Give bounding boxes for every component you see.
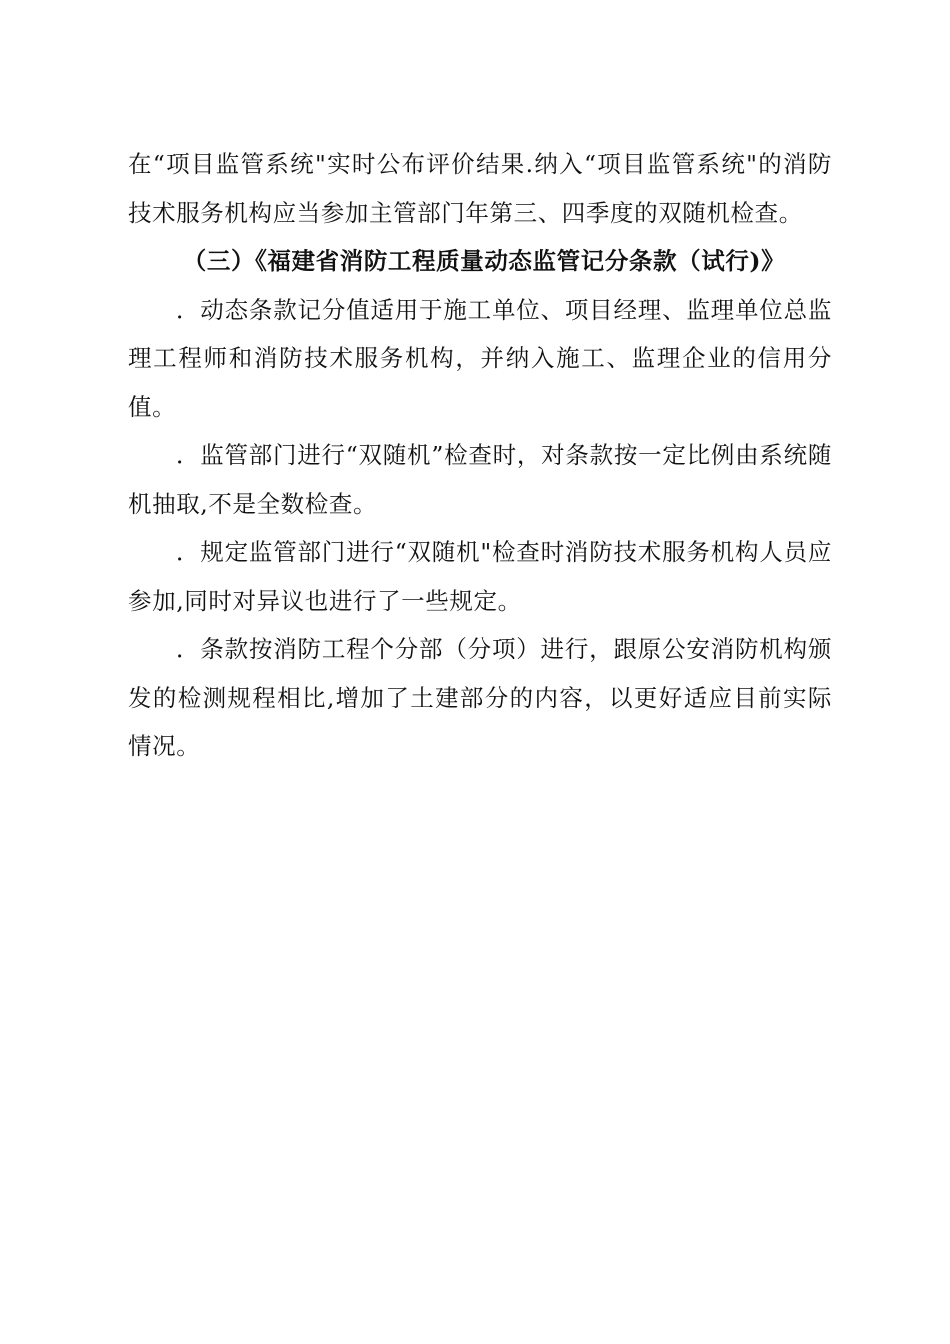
list-item: ．条款按消防工程个分部（分项）进行，跟原公安消防机构颁发的检测规程相比,增加了土建部分的内容，以更好适应目前实际情况。 xyxy=(128,635,832,760)
list-item: ．动态条款记分值适用于施工单位、项目经理、监理单位总监理工程师和消防技术服务机构，并纳入施工、监理企业的信用分值。 xyxy=(128,295,832,421)
list-item: ．监管部门进行“双随机”检查时，对条款按一定比例由系统随机抽取,不是全数检查。 xyxy=(128,441,832,518)
section-heading: （三）《福建省消防工程质量动态监管记分条款（试行)》 xyxy=(182,247,786,275)
paragraph-publish-results: 在“项目监管系统"实时公布评价结果.纳入“项目监管系统"的消防技术服务机构应当参加主管部门年第三、四季度的双随机检查。 xyxy=(128,150,832,227)
document-body xyxy=(128,140,832,771)
list-item: ．规定监管部门进行“双随机"检查时消防技术服务机构人员应参加,同时对异议也进行了一些规定。 xyxy=(128,538,832,615)
